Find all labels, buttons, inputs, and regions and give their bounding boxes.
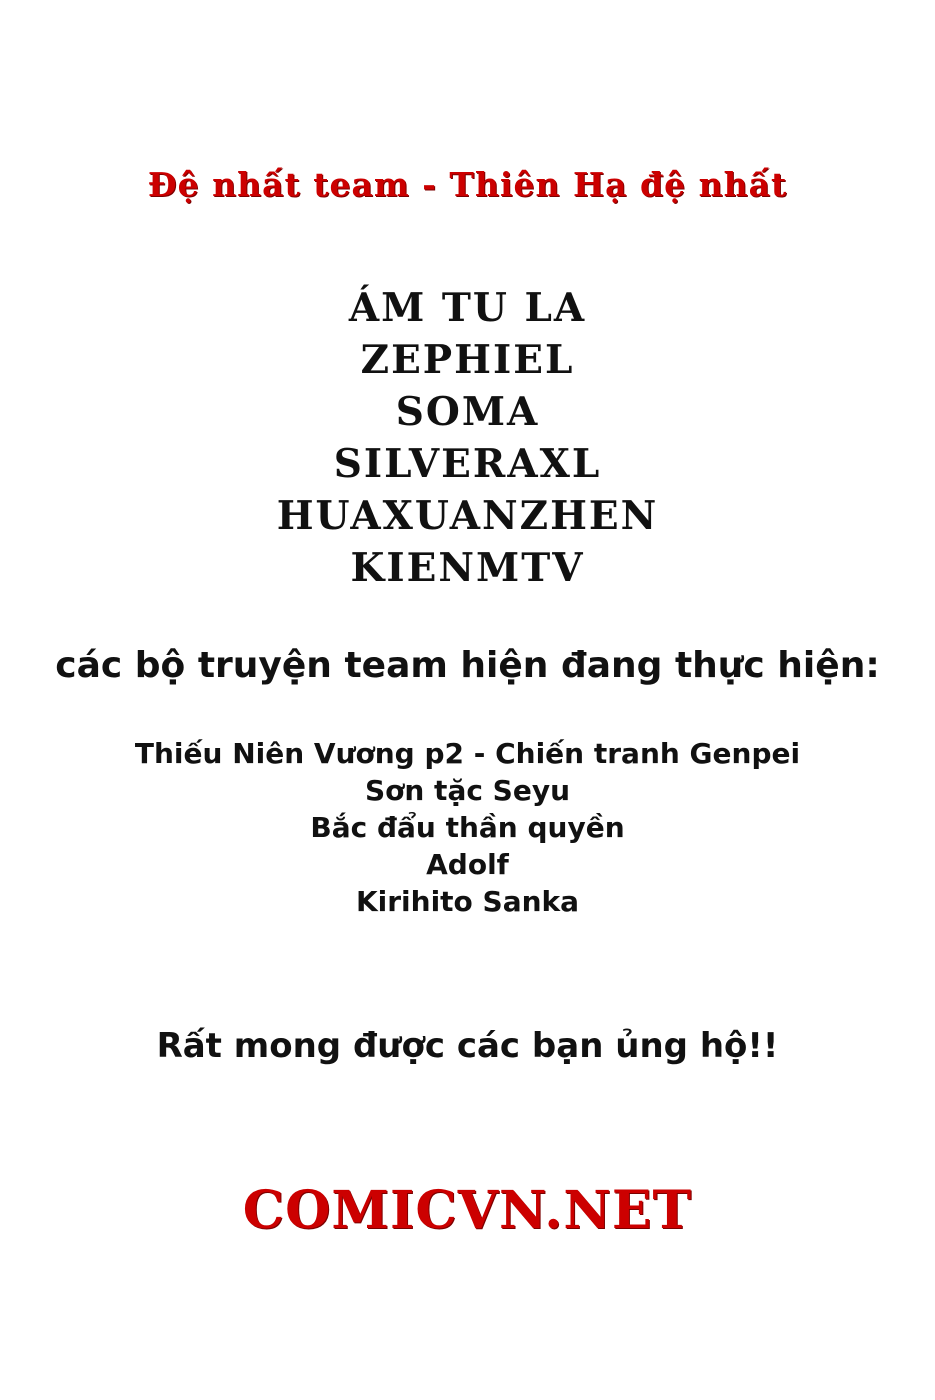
works-section-title: các bộ truyện team hiện đang thực hiện: (55, 645, 880, 686)
list-item: SILVERAXL (333, 441, 602, 487)
list-item: Bắc đẩu thần quyền (310, 811, 625, 844)
team-credit-header: Đệ nhất team - Thiên Hạ đệ nhất (147, 165, 788, 204)
list-item: SOMA (395, 389, 540, 435)
site-brand: COMICVN.NET (242, 1180, 693, 1241)
list-item: Kirihito Sanka (355, 885, 580, 918)
list-item: Adolf (426, 848, 509, 881)
list-item: KIENMTV (350, 545, 585, 591)
list-item: ÁM TU LA (348, 285, 587, 331)
list-item: Thiếu Niên Vương p2 - Chiến tranh Genpei (134, 737, 801, 770)
support-message: Rất mong được các bạn ủng hộ!! (156, 1026, 779, 1066)
list-item: HUAXUANZHEN (276, 493, 659, 539)
works-list (0, 735, 935, 920)
list-item: ZEPHIEL (360, 337, 575, 383)
member-name-list (0, 282, 935, 594)
list-item: Sơn tặc Seyu (364, 774, 571, 807)
